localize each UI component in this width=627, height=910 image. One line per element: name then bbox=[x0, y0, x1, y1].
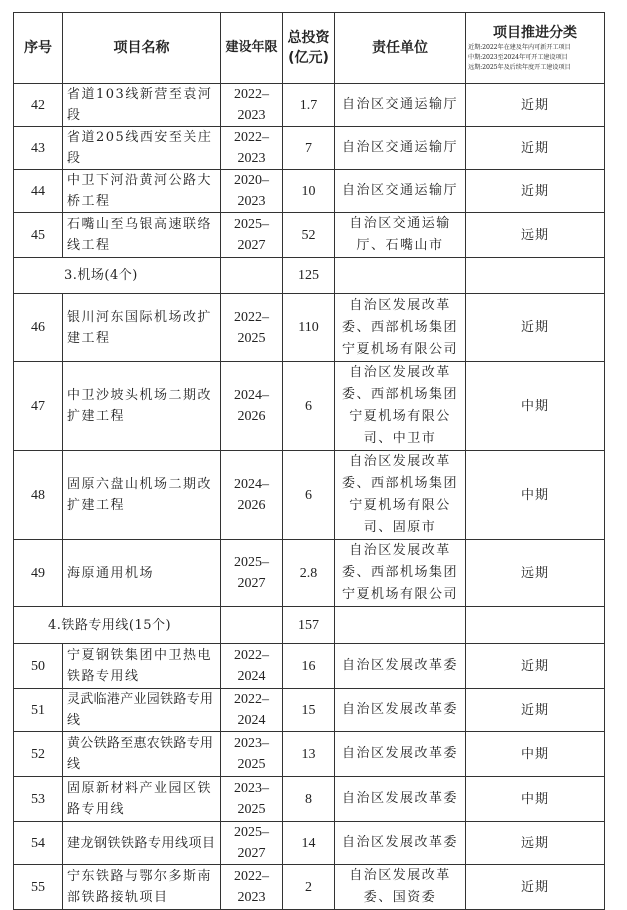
cell-unit: 自治区发展改革委 bbox=[335, 732, 466, 777]
cell-investment: 10 bbox=[283, 170, 335, 213]
cell-unit: 自治区交通运输厅 bbox=[335, 84, 466, 127]
table-row bbox=[14, 540, 605, 607]
cell-unit: 自治区发展改革委、西部机场集团宁夏机场有限公司 bbox=[335, 294, 466, 362]
cell-name: 宁东铁路与鄂尔多斯南部铁路接轨项目 bbox=[63, 865, 221, 910]
cell-seq: 45 bbox=[14, 213, 63, 258]
cell-name: 灵武临港产业园铁路专用线 bbox=[63, 689, 221, 732]
cell-name: 石嘴山至乌银高速联络线工程 bbox=[63, 213, 221, 258]
cell-unit bbox=[335, 258, 466, 294]
table-row bbox=[14, 127, 605, 170]
cell-investment: 1.7 bbox=[283, 84, 335, 127]
cell-category: 远期 bbox=[466, 540, 605, 607]
table-row bbox=[14, 84, 605, 127]
cell-category: 近期 bbox=[466, 294, 605, 362]
header-years: 建设年限 bbox=[221, 13, 283, 84]
cell-unit: 自治区发展改革委、西部机场集团宁夏机场有限公司、中卫市 bbox=[335, 362, 466, 451]
cell-years bbox=[221, 607, 283, 644]
cell-name: 宁夏钢铁集团中卫热电铁路专用线 bbox=[63, 644, 221, 689]
cell-name: 中卫沙坡头机场二期改扩建工程 bbox=[63, 362, 221, 451]
cell-category: 近期 bbox=[466, 689, 605, 732]
category-legend-mid: 中期:2023至2024年可开工建设项目 bbox=[468, 54, 568, 61]
cell-seq: 47 bbox=[14, 362, 63, 451]
cell-unit: 自治区发展改革委 bbox=[335, 644, 466, 689]
cell-years: 2025–2027 bbox=[221, 213, 283, 258]
cell-unit: 自治区发展改革委、西部机场集团宁夏机场有限公司、固原市 bbox=[335, 451, 466, 540]
cell-unit: 自治区交通运输厅、石嘴山市 bbox=[335, 213, 466, 258]
table-row bbox=[14, 170, 605, 213]
cell-seq: 49 bbox=[14, 540, 63, 607]
cell-investment: 15 bbox=[283, 689, 335, 732]
cell-category: 中期 bbox=[466, 451, 605, 540]
cell-investment: 2 bbox=[283, 865, 335, 910]
cell-name: 省道103线新营至袁河段 bbox=[63, 84, 221, 127]
cell-unit: 自治区交通运输厅 bbox=[335, 170, 466, 213]
table-row bbox=[14, 732, 605, 777]
cell-category bbox=[466, 607, 605, 644]
table-row bbox=[14, 689, 605, 732]
cell-years: 2023–2025 bbox=[221, 732, 283, 777]
cell-seq: 51 bbox=[14, 689, 63, 732]
cell-investment: 6 bbox=[283, 451, 335, 540]
table-row bbox=[14, 822, 605, 865]
cell-seq: 55 bbox=[14, 865, 63, 910]
cell-years: 2025–2027 bbox=[221, 822, 283, 865]
header-row bbox=[14, 13, 605, 84]
cell-category: 近期 bbox=[466, 84, 605, 127]
section-label: 4.铁路专用线(15个) bbox=[14, 607, 221, 644]
section-row-railway bbox=[14, 607, 605, 644]
cell-years: 2022–2025 bbox=[221, 294, 283, 362]
cell-years: 2022–2024 bbox=[221, 644, 283, 689]
cell-name: 固原六盘山机场二期改扩建工程 bbox=[63, 451, 221, 540]
cell-years: 2024–2026 bbox=[221, 451, 283, 540]
section-row-airports bbox=[14, 258, 605, 294]
cell-seq: 46 bbox=[14, 294, 63, 362]
cell-category bbox=[466, 258, 605, 294]
cell-investment: 13 bbox=[283, 732, 335, 777]
cell-seq: 42 bbox=[14, 84, 63, 127]
project-table bbox=[13, 12, 605, 910]
cell-category: 近期 bbox=[466, 644, 605, 689]
cell-name: 中卫下河沿黄河公路大桥工程 bbox=[63, 170, 221, 213]
cell-unit: 自治区发展改革委 bbox=[335, 689, 466, 732]
cell-seq: 54 bbox=[14, 822, 63, 865]
cell-seq: 53 bbox=[14, 777, 63, 822]
table-row bbox=[14, 865, 605, 910]
table-row bbox=[14, 213, 605, 258]
cell-years: 2022–2023 bbox=[221, 865, 283, 910]
table-row bbox=[14, 362, 605, 451]
cell-category: 中期 bbox=[466, 732, 605, 777]
header-investment-line2: (亿元) bbox=[288, 50, 329, 66]
table-row bbox=[14, 294, 605, 362]
table-row bbox=[14, 451, 605, 540]
cell-unit bbox=[335, 607, 466, 644]
cell-name: 固原新材料产业园区铁路专用线 bbox=[63, 777, 221, 822]
cell-seq: 43 bbox=[14, 127, 63, 170]
cell-years: 2025–2027 bbox=[221, 540, 283, 607]
cell-category: 近期 bbox=[466, 127, 605, 170]
cell-unit: 自治区发展改革委 bbox=[335, 822, 466, 865]
table-row bbox=[14, 644, 605, 689]
cell-unit: 自治区交通运输厅 bbox=[335, 127, 466, 170]
cell-investment: 7 bbox=[283, 127, 335, 170]
cell-investment: 16 bbox=[283, 644, 335, 689]
document-page bbox=[13, 12, 604, 910]
cell-years: 2020–2023 bbox=[221, 170, 283, 213]
cell-category: 近期 bbox=[466, 170, 605, 213]
cell-name: 银川河东国际机场改扩建工程 bbox=[63, 294, 221, 362]
category-legend-far: 远期:2025年及后续年度开工建设项目 bbox=[468, 64, 571, 71]
section-investment: 157 bbox=[283, 607, 335, 644]
cell-category: 近期 bbox=[466, 865, 605, 910]
cell-unit: 自治区发展改革委、西部机场集团宁夏机场有限公司 bbox=[335, 540, 466, 607]
header-name: 项目名称 bbox=[63, 13, 221, 84]
cell-investment: 110 bbox=[283, 294, 335, 362]
cell-investment: 6 bbox=[283, 362, 335, 451]
cell-years: 2022–2023 bbox=[221, 84, 283, 127]
cell-name: 省道205线西安至关庄段 bbox=[63, 127, 221, 170]
section-label: 3.机场(4个) bbox=[14, 258, 221, 294]
header-category bbox=[466, 13, 605, 84]
cell-years: 2023–2025 bbox=[221, 777, 283, 822]
header-seq: 序号 bbox=[14, 13, 63, 84]
cell-seq: 50 bbox=[14, 644, 63, 689]
header-investment bbox=[283, 13, 335, 84]
cell-category: 远期 bbox=[466, 822, 605, 865]
cell-seq: 52 bbox=[14, 732, 63, 777]
cell-unit: 自治区发展改革委、国资委 bbox=[335, 865, 466, 910]
cell-years: 2022–2024 bbox=[221, 689, 283, 732]
cell-name: 建龙钢铁铁路专用线项目 bbox=[63, 822, 221, 865]
cell-seq: 48 bbox=[14, 451, 63, 540]
cell-investment: 52 bbox=[283, 213, 335, 258]
table-row bbox=[14, 777, 605, 822]
cell-name: 黄公铁路至惠农铁路专用线 bbox=[63, 732, 221, 777]
cell-investment: 14 bbox=[283, 822, 335, 865]
cell-seq: 44 bbox=[14, 170, 63, 213]
cell-unit: 自治区发展改革委 bbox=[335, 777, 466, 822]
cell-years: 2024–2026 bbox=[221, 362, 283, 451]
cell-category: 中期 bbox=[466, 362, 605, 451]
cell-years: 2022–2023 bbox=[221, 127, 283, 170]
cell-name: 海原通用机场 bbox=[63, 540, 221, 607]
cell-investment: 8 bbox=[283, 777, 335, 822]
category-legend-near: 近期:2022年在建及年内可新开工项目 bbox=[468, 44, 571, 51]
cell-years bbox=[221, 258, 283, 294]
header-unit: 责任单位 bbox=[335, 13, 466, 84]
cell-category: 远期 bbox=[466, 213, 605, 258]
section-investment: 125 bbox=[283, 258, 335, 294]
cell-investment: 2.8 bbox=[283, 540, 335, 607]
header-category-title: 项目推进分类 bbox=[493, 25, 577, 41]
header-investment-line1: 总投资 bbox=[287, 30, 330, 46]
cell-category: 中期 bbox=[466, 777, 605, 822]
